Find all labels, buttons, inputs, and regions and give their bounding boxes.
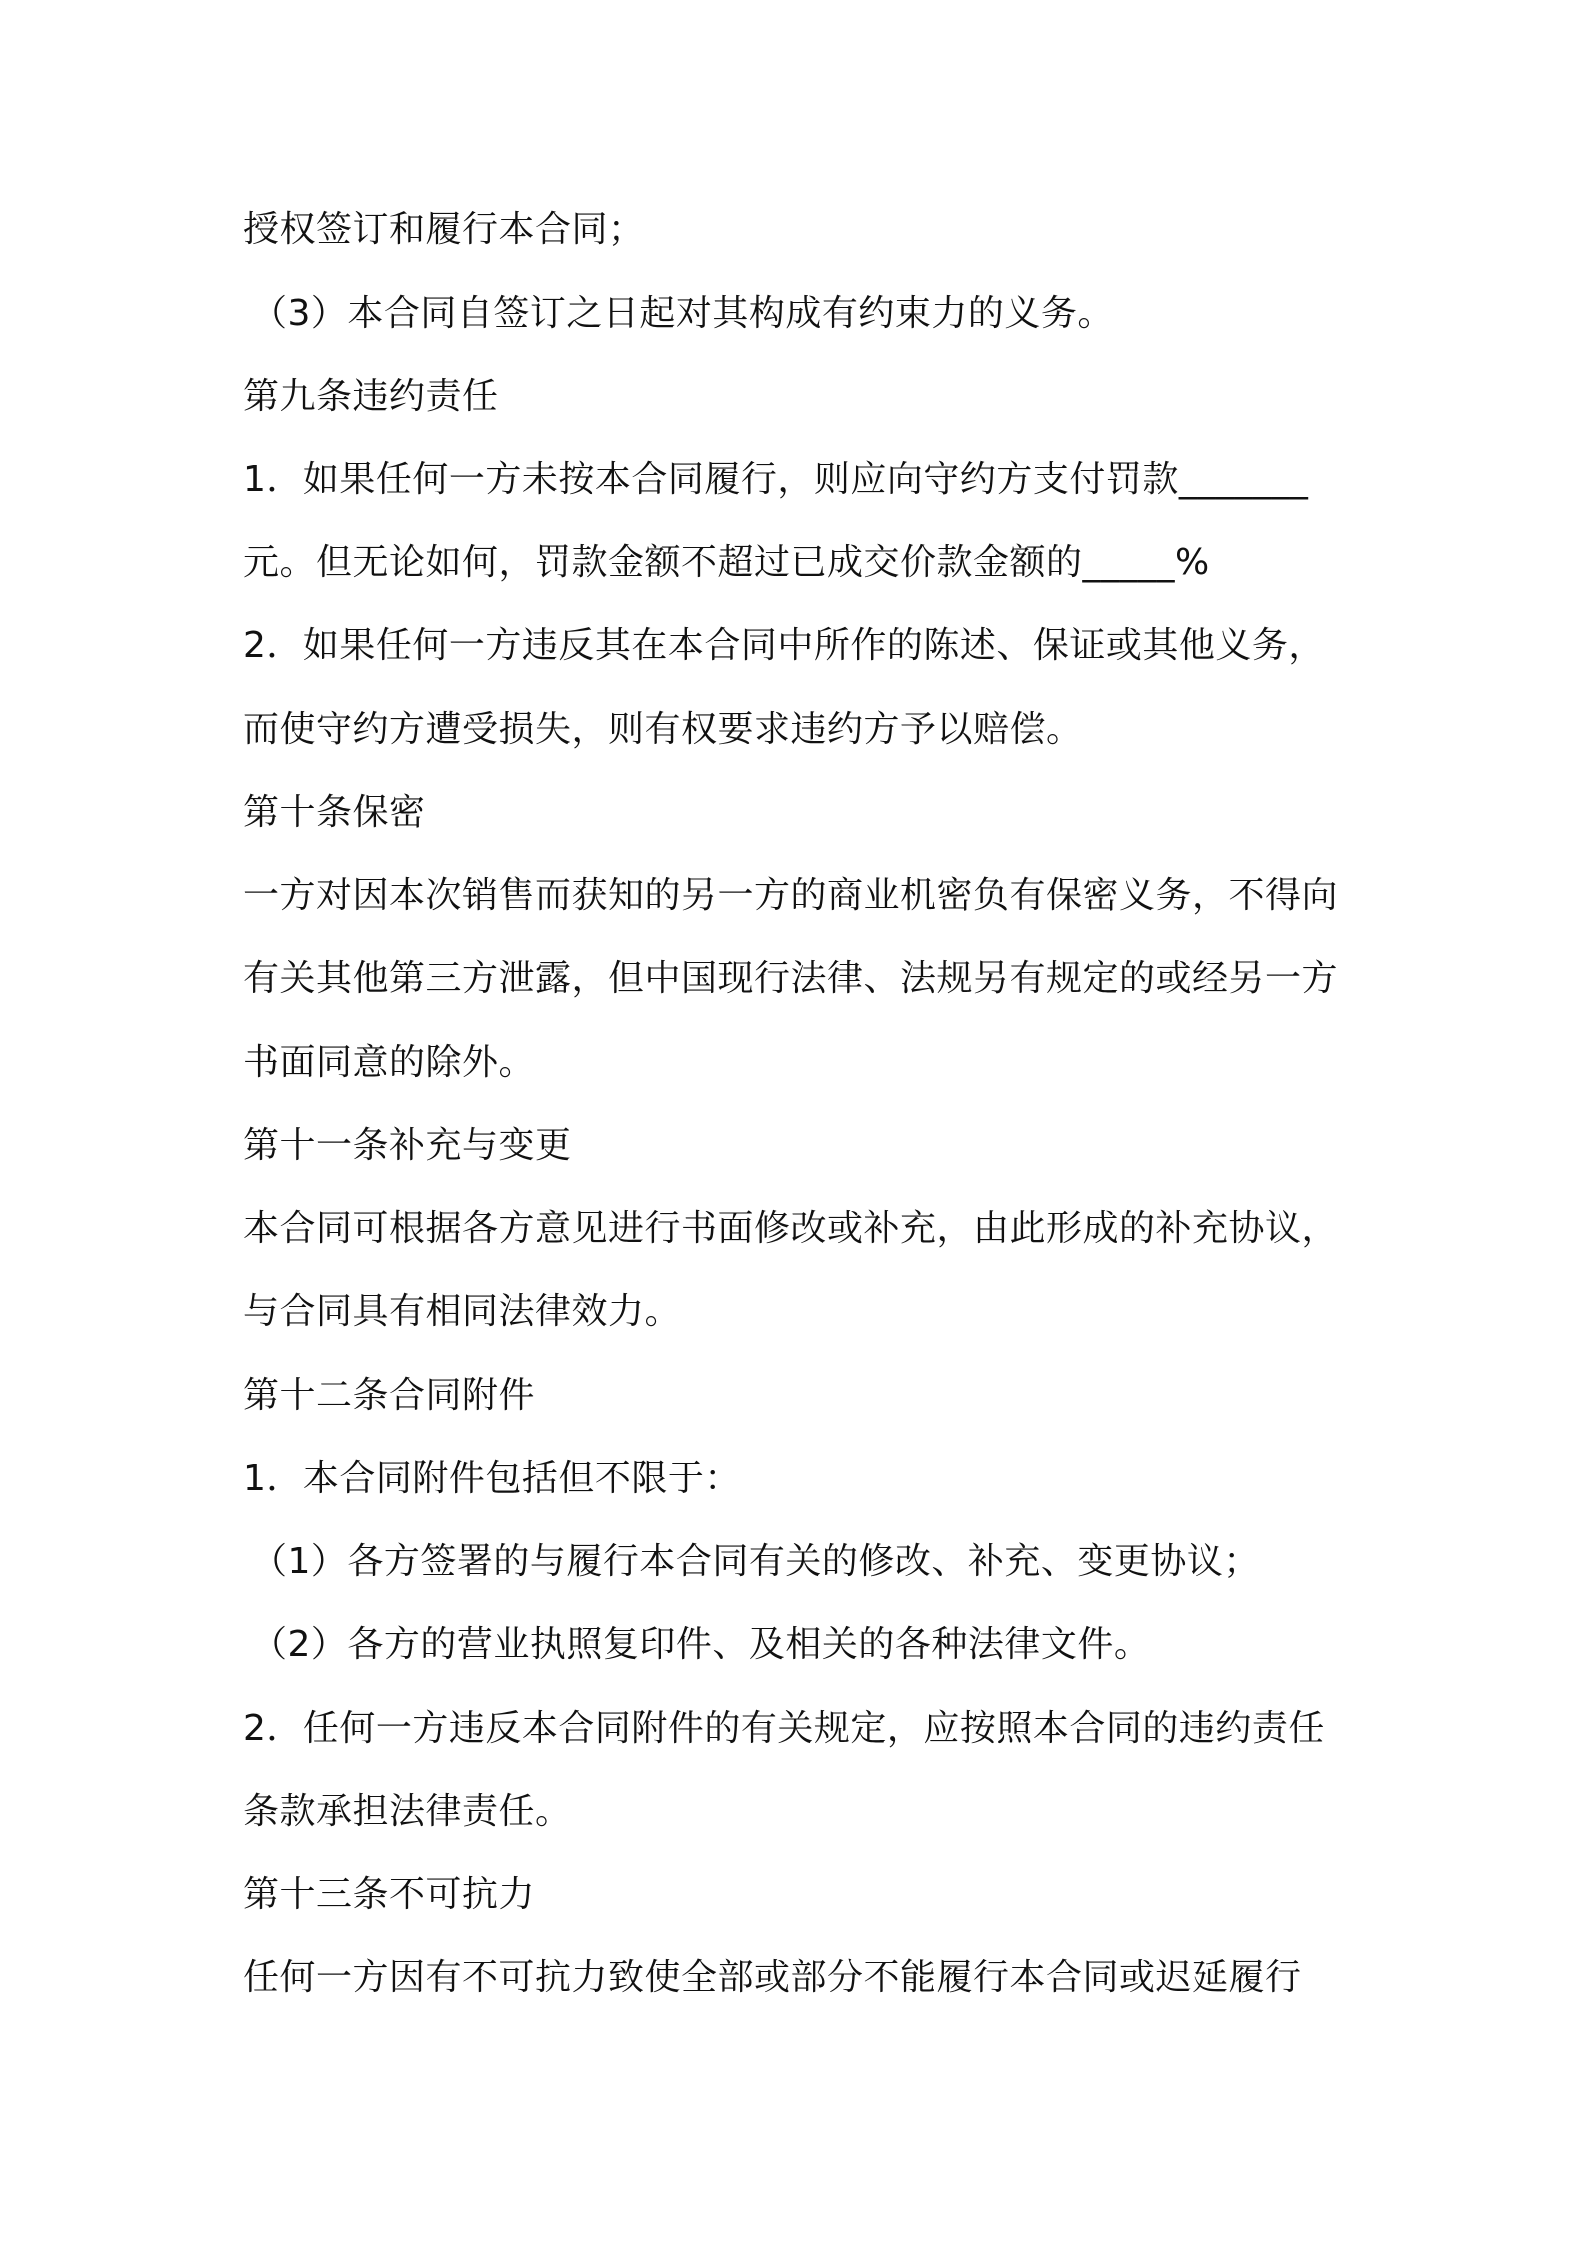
section-heading: 第十二条合同附件 xyxy=(243,1375,536,1416)
section-heading: 第十条保密 xyxy=(243,792,426,833)
text-line: 与合同具有相同法律效力。 xyxy=(243,1291,682,1332)
text-line: 任何一方因有不可抗力致使全部或部分不能履行本合同或迟延履行 xyxy=(243,1957,1302,1998)
text-line: 一方对因本次销售而获知的另一方的商业机密负有保密义务，不得向 xyxy=(243,875,1339,916)
text-line: 2．任何一方违反本合同附件的有关规定，应按照本合同的违约责任 xyxy=(243,1708,1325,1749)
section-heading: 第九条违约责任 xyxy=(243,376,499,417)
text-line: 1．如果任何一方未按本合同履行，则应向守约方支付罚款_______ xyxy=(243,459,1309,500)
text-line: （3）本合同自签订之日起对其构成有约束力的义务。 xyxy=(251,293,1114,334)
text-line: （1）各方签署的与履行本合同有关的修改、补充、变更协议； xyxy=(251,1541,1260,1582)
section-heading: 第十一条补充与变更 xyxy=(243,1125,572,1166)
text-line: 授权签订和履行本合同； xyxy=(243,209,645,250)
text-line: 有关其他第三方泄露，但中国现行法律、法规另有规定的或经另一方 xyxy=(243,958,1339,999)
text-line: 元。但无论如何，罚款金额不超过已成交价款金额的_____% xyxy=(243,542,1210,583)
text-line: 而使守约方遭受损失，则有权要求违约方予以赔偿。 xyxy=(243,709,1083,750)
text-line: 条款承担法律责任。 xyxy=(243,1791,572,1832)
text-line: 1．本合同附件包括但不限于： xyxy=(243,1458,741,1499)
text-line: （2）各方的营业执照复印件、及相关的各种法律文件。 xyxy=(251,1624,1151,1665)
section-heading: 第十三条不可抗力 xyxy=(243,1874,536,1915)
text-line: 本合同可根据各方意见进行书面修改或补充，由此形成的补充协议， xyxy=(243,1208,1339,1249)
text-line: 书面同意的除外。 xyxy=(243,1042,536,1083)
text-line: 2．如果任何一方违反其在本合同中所作的陈述、保证或其他义务， xyxy=(243,625,1325,666)
